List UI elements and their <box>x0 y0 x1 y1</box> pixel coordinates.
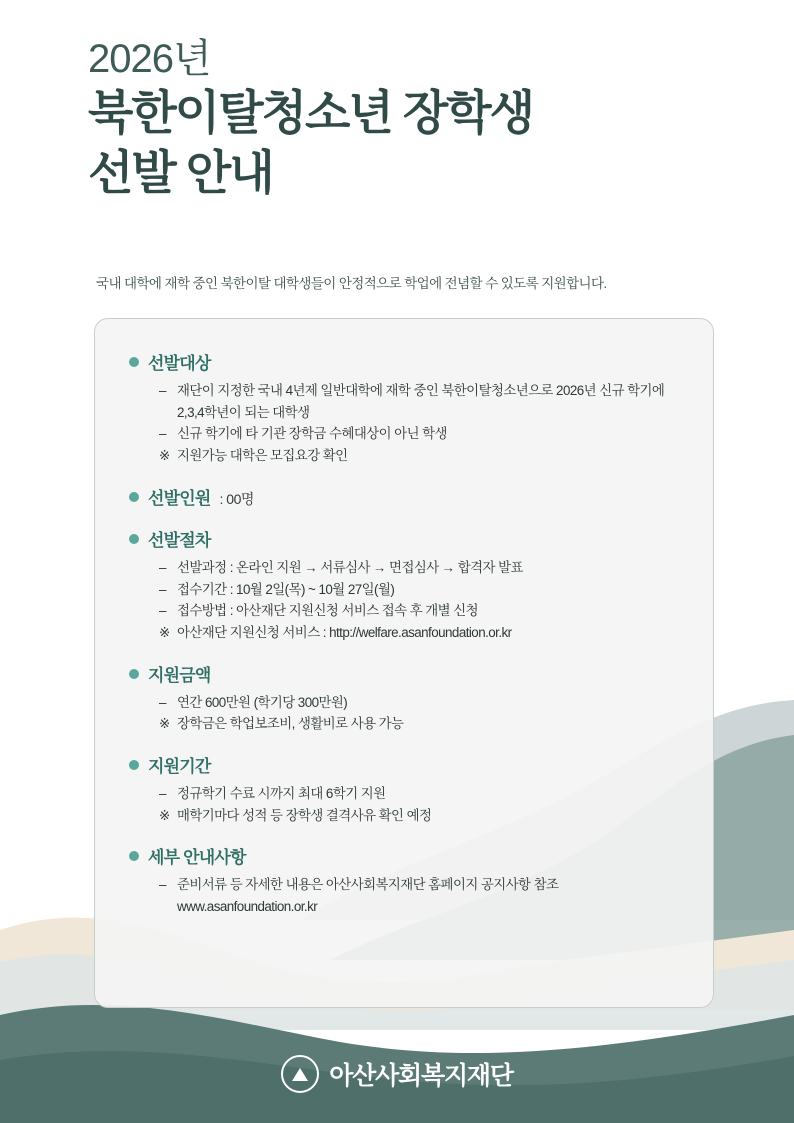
info-section-header <box>129 843 677 868</box>
info-line <box>159 445 677 467</box>
info-line <box>159 692 677 714</box>
line-text: 연간 600만원 (학기당 300만원) <box>177 694 348 710</box>
info-section-inline-value: : 00명 <box>219 490 254 507</box>
line-marker: – <box>159 694 166 710</box>
info-line <box>159 713 677 735</box>
info-section-lines <box>129 380 677 467</box>
poster-title-line1: 북한이탈청소년 장학생 <box>88 86 534 139</box>
line-marker: ※ <box>159 624 170 640</box>
bullet-dot-icon <box>129 851 139 861</box>
info-line <box>159 600 677 622</box>
info-section-title: 선발인원 <box>148 488 211 508</box>
info-section-title: 지원금액 <box>148 665 211 685</box>
info-section-header <box>129 484 677 509</box>
info-line <box>159 896 677 918</box>
info-section-lines <box>129 557 677 644</box>
line-marker: ※ <box>159 716 170 732</box>
line-marker: – <box>159 559 166 575</box>
info-line <box>159 402 677 424</box>
poster-year: 2026년 <box>88 37 211 81</box>
line-text: 접수기간 : 10월 2일(목) ~ 10월 27일(월) <box>177 581 395 597</box>
info-section-header <box>129 661 677 686</box>
info-section <box>129 752 677 826</box>
bullet-dot-icon <box>129 669 139 679</box>
info-line <box>159 579 677 601</box>
info-section-header <box>129 752 677 777</box>
info-section-header <box>129 526 677 551</box>
line-text: 매학기마다 성적 등 장학생 결격사유 확인 예정 <box>177 807 432 823</box>
info-line <box>159 557 677 579</box>
line-marker: – <box>159 877 166 893</box>
info-card <box>94 318 714 1008</box>
line-text: 정규학기 수료 시까지 최대 6학기 지원 <box>177 786 386 802</box>
info-section <box>129 526 677 644</box>
line-marker: ※ <box>159 807 170 823</box>
info-section-title: 선발대상 <box>148 354 211 373</box>
line-text: 아산재단 지원신청 서비스 : http://welfare.asanfoundation.or.kr <box>177 624 512 640</box>
info-section-header <box>129 349 677 374</box>
poster-subtitle: 국내 대학에 재학 중인 북한이탈 대학생들이 안정적으로 학업에 전념할 수 있도록 지원합니다. <box>96 276 607 291</box>
info-section <box>129 484 677 509</box>
bullet-dot-icon <box>129 534 139 544</box>
asan-foundation-emblem-icon <box>281 1055 319 1093</box>
info-section-lines <box>129 874 677 917</box>
line-text: 선발과정 : 온라인 지원 → 서류심사 → 면접심사 → 합격자 발표 <box>177 559 523 575</box>
bullet-dot-icon <box>129 357 139 367</box>
line-text: 준비서류 등 자세한 내용은 아산사회복지재단 홈페이지 공지사항 참조 <box>177 877 559 893</box>
info-line <box>159 874 677 896</box>
line-text: 재단이 지정한 국내 4년제 일반대학에 재학 중인 북한이탈청소년으로 2026년 신규 학기에 <box>177 383 665 398</box>
info-section-lines <box>129 783 677 826</box>
info-section-title: 세부 안내사항 <box>148 848 246 868</box>
footer-logo-text: 아산사회복지재단 <box>329 1062 513 1090</box>
line-marker: – <box>159 581 166 597</box>
footer-logo <box>0 1055 794 1093</box>
info-section-lines <box>129 692 677 735</box>
line-text: 신규 학기에 타 기관 장학금 수혜대상이 아닌 학생 <box>177 426 447 442</box>
poster-header <box>88 36 728 202</box>
info-section <box>129 661 677 735</box>
line-text: 장학금은 학업보조비, 생활비로 사용 가능 <box>177 716 404 732</box>
info-section-title: 지원기간 <box>148 757 211 777</box>
line-text: 2,3,4학년이 되는 대학생 <box>177 404 310 420</box>
info-line <box>159 380 677 402</box>
line-text: 지원가능 대학은 모집요강 확인 <box>177 448 348 464</box>
line-text: www.asanfoundation.or.kr <box>177 899 318 915</box>
line-text: 접수방법 : 아산재단 지원신청 서비스 접속 후 개별 신청 <box>177 603 479 619</box>
bullet-dot-icon <box>129 760 139 770</box>
info-section-title: 선발절차 <box>148 530 211 550</box>
info-section <box>129 843 677 917</box>
poster-title-line2: 선발 안내 <box>88 145 273 199</box>
info-section <box>129 349 677 467</box>
bullet-dot-icon <box>129 492 139 502</box>
line-marker: – <box>159 786 166 802</box>
info-line <box>159 622 677 644</box>
line-marker: – <box>159 383 166 398</box>
line-marker: – <box>159 603 166 619</box>
line-marker: ※ <box>159 448 170 464</box>
info-line <box>159 805 677 827</box>
info-line <box>159 783 677 805</box>
line-marker: – <box>159 426 166 442</box>
info-line <box>159 423 677 445</box>
